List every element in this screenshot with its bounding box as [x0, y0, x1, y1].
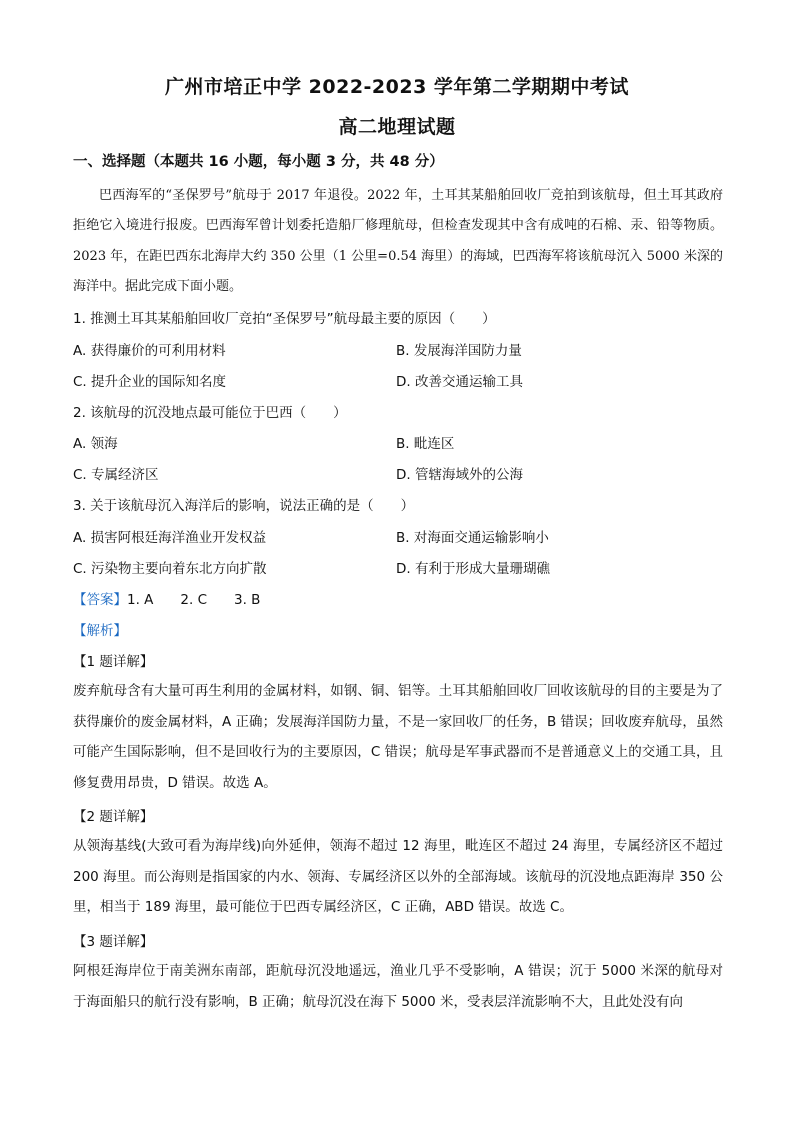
question-3-option-b: B. 对海面交通运输影响小	[396, 530, 549, 546]
exam-subtitle: 高二地理试题	[338, 116, 456, 138]
question-2-option-a: A. 领海	[73, 436, 118, 452]
question-2-option-b: B. 毗连区	[396, 436, 455, 452]
analysis-tag: 【解析】	[73, 623, 127, 639]
detail-2-heading: 【2 题详解】	[73, 809, 154, 825]
question-2-option-d: D. 管辖海域外的公海	[396, 467, 523, 483]
detail-3-text: 阿根廷海岸位于南美洲东南部，距航母沉没地遥远，渔业几乎不受影响，A 错误；沉于 5000 米深的航母对于海面船只的航行没有影响，B 正确；航母沉没在海下 5000 米，受表层洋流影响不大，且此处没有向	[73, 963, 723, 1010]
answer-values: 1. A 2. C 3. B	[127, 592, 261, 608]
detail-1-text: 废弃航母含有大量可再生利用的金属材料，如钢、铜、铝等。土耳其船舶回收厂回收该航母的目的主要是为了获得廉价的废金属材料，A 正确；发展海洋国防力量，不是一家回收厂的任务，B 错误；回收废弃航母，虽然可能产生国际影响，但不是回收行为的主要原因，C 错误；航母是军事武器而不是普通意义上的交通工具，且修复费用昂贵，D 错误。故选 A。	[73, 683, 723, 791]
question-3-option-a: A. 损害阿根廷海洋渔业开发权益	[73, 530, 267, 546]
question-3-option-d: D. 有利于形成大量珊瑚礁	[396, 561, 550, 577]
question-2-stem: 2. 该航母的沉没地点最可能位于巴西（ ）	[73, 405, 347, 421]
section-heading: 一、选择题（本题共 16 小题，每小题 3 分，共 48 分）	[73, 154, 444, 170]
question-1-option-b: B. 发展海洋国防力量	[396, 343, 522, 359]
answer-tag: 【答案】	[73, 592, 127, 608]
exam-title: 广州市培正中学 2022-2023 学年第二学期期中考试	[165, 76, 629, 98]
reading-passage: 巴西海军的“圣保罗号”航母于 2017 年退役。2022 年，土耳其某船舶回收厂竞拍到该航母，但土耳其政府拒绝它入境进行报废。巴西海军曾计划委托造船厂修理航母，但检查发现其中含有成吨的石棉、汞、铅等物质。2023 年，在距巴西东北海岸大约 350 公里（1 公里=0.54 海里）的海域，巴西海军将该航母沉入 5000 米深的海洋中。据此完成下面小题。	[73, 188, 723, 294]
detail-3-heading: 【3 题详解】	[73, 934, 154, 950]
answer-line	[73, 588, 260, 608]
detail-2-text: 从领海基线(大致可看为海岸线)向外延伸，领海不超过 12 海里，毗连区不超过 24 海里，专属经济区不超过 200 海里。而公海则是指国家的内水、领海、专属经济区以外的全部海域。该航母的沉没地点距海岸 350 公里，相当于 189 海里，最可能位于巴西专属经济区，C 正确，ABD 错误。故选 C。	[73, 838, 723, 915]
question-2-option-c: C. 专属经济区	[73, 467, 159, 483]
question-1-stem: 1. 推测土耳其某船舶回收厂竞拍“圣保罗号”航母最主要的原因（ ）	[73, 311, 496, 327]
question-1-option-a: A. 获得廉价的可利用材料	[73, 343, 226, 359]
question-3-option-c: C. 污染物主要向着东北方向扩散	[73, 561, 267, 577]
question-1-option-d: D. 改善交通运输工具	[396, 374, 523, 390]
question-3-stem: 3. 关于该航母沉入海洋后的影响，说法正确的是（ ）	[73, 498, 415, 514]
question-1-option-c: C. 提升企业的国际知名度	[73, 374, 227, 390]
detail-1-heading: 【1 题详解】	[73, 654, 154, 670]
